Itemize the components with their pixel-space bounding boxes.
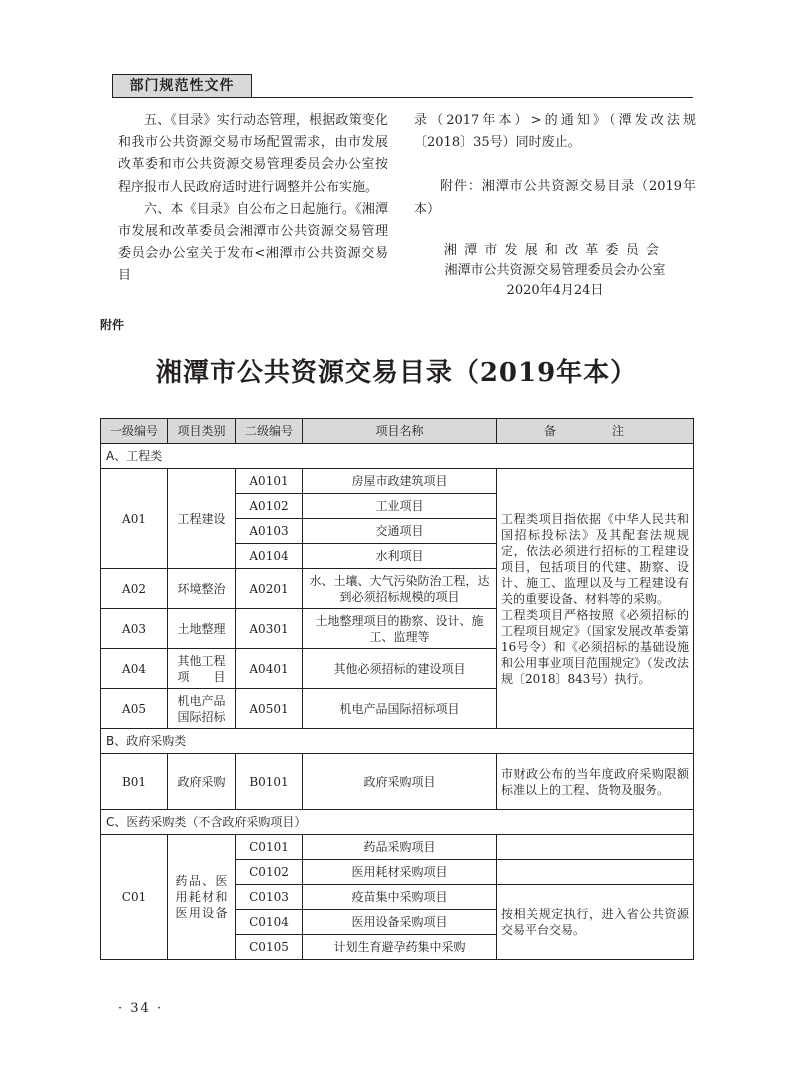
project-name: 药品采购项目 <box>303 835 497 860</box>
level1-code: A04 <box>101 649 168 689</box>
signature-date: 2020年4月24日 <box>506 282 604 298</box>
document-title: 湘潭市公共资源交易目录（2019年本） <box>155 358 638 388</box>
table-row <box>101 835 694 860</box>
category: 环境整治 <box>168 569 236 609</box>
category-line: 其他工程 <box>177 653 226 668</box>
level2-code: C0101 <box>236 835 303 860</box>
section-c-title: C、医药采购类（不含政府采购项目） <box>101 810 694 835</box>
body-left-column <box>118 110 388 288</box>
project-name: 疫苗集中采购项目 <box>303 885 497 910</box>
note-cell <box>497 469 694 729</box>
header-project-name: 项目名称 <box>303 419 497 444</box>
attachment-line: 附件：湘潭市公共资源交易目录（2019年本） <box>414 179 696 217</box>
level2-code: A0103 <box>236 519 303 544</box>
level2-code: A0401 <box>236 649 303 689</box>
note-text: 工程类项目指依据《中华人民共和国招标投标法》及其配套法规规定，依法必须进行招标的工程建设项目，包括项目的代建、勘察、设计、施工、监理以及与工程建设有关的重要设备、材料等的采购。 <box>501 511 689 606</box>
section-row <box>101 810 694 835</box>
category <box>168 835 236 960</box>
project-name: 土地整理项目的勘察、设计、施工、监理等 <box>303 609 497 649</box>
page-number: · 34 · <box>118 1001 164 1016</box>
category-text: 药品、医用耗材和医用设备 <box>175 874 228 920</box>
level1-code: A05 <box>101 689 168 729</box>
header-category: 项目类别 <box>168 419 236 444</box>
project-name: 工业项目 <box>303 494 497 519</box>
note-text: 工程类项目严格按照《必须招标的工程项目规定》（国家发展改革委第16号令）和《必须招标的基础设施和公用事业项目范围规定》（发改法规〔2018〕843号）执行。 <box>501 607 689 686</box>
category-line: 项 目 <box>177 669 226 684</box>
attachment-label: 附件 <box>100 318 125 332</box>
level2-code: A0501 <box>236 689 303 729</box>
level2-code: A0102 <box>236 494 303 519</box>
level2-code: A0301 <box>236 609 303 649</box>
project-name: 医用设备采购项目 <box>303 910 497 935</box>
section-label: 部门规范性文件 <box>112 74 252 98</box>
category: 土地整理 <box>168 609 236 649</box>
section-row <box>101 444 694 469</box>
note-cell-empty <box>497 835 694 860</box>
level2-code: A0201 <box>236 569 303 609</box>
header-notes: 备 注 <box>497 419 694 444</box>
level1-code: B01 <box>101 754 168 810</box>
category <box>168 689 236 729</box>
category: 工程建设 <box>168 469 236 569</box>
paragraph-six: 六、本《目录》自公布之日起施行。《湘潭市发展和改革委员会湘潭市公共资源交易管理委员会办公室关于发布<湘潭市公共资源交易目 <box>118 201 388 284</box>
signature-org-2: 湘潭市公共资源交易管理委员会办公室 <box>444 262 666 278</box>
table-header-row <box>101 419 694 444</box>
category <box>168 649 236 689</box>
project-name: 交通项目 <box>303 519 497 544</box>
paragraph-five: 五、《目录》实行动态管理，根据政策变化和我市公共资源交易市场配置需求，由市发展改革委和市公共资源交易管理委员会办公室按程序报市人民政府适时进行调整并公布实施。 <box>118 113 388 195</box>
table-row <box>101 469 694 494</box>
project-name: 房屋市政建筑项目 <box>303 469 497 494</box>
project-name: 计划生育避孕药集中采购 <box>303 935 497 960</box>
section-a-title: A、工程类 <box>101 444 694 469</box>
section-b-title: B、政府采购类 <box>101 729 694 754</box>
project-name: 政府采购项目 <box>303 754 497 810</box>
signature-org-1: 湘潭市发展和改革委员会 <box>443 242 667 258</box>
note-cell: 市财政公布的当年度政府采购限额标准以上的工程、货物及服务。 <box>497 754 694 810</box>
level2-code: C0102 <box>236 860 303 885</box>
level2-code: B0101 <box>236 754 303 810</box>
level2-code: C0105 <box>236 935 303 960</box>
category-line: 机电产品 <box>177 693 226 708</box>
body-right-column <box>414 110 696 301</box>
project-name: 机电产品国际招标项目 <box>303 689 497 729</box>
note-cell-empty <box>497 860 694 885</box>
project-name: 水、土壤、大气污染防治工程，达到必须招标规模的项目 <box>303 569 497 609</box>
note-cell: 按相关规定执行，进入省公共资源交易平台交易。 <box>497 885 694 960</box>
level2-code: C0104 <box>236 910 303 935</box>
header-rule <box>112 97 693 98</box>
category: 政府采购 <box>168 754 236 810</box>
paragraph-continuation: 录（2017年本）>的通知》（潭发改法规〔2018〕35号）同时废止。 <box>414 113 696 151</box>
header-level1-code: 一级编号 <box>101 419 168 444</box>
level1-code: A01 <box>101 469 168 569</box>
catalog-table <box>100 418 694 960</box>
project-name: 其他必须招标的建设项目 <box>303 649 497 689</box>
project-name: 水利项目 <box>303 544 497 569</box>
level2-code: C0103 <box>236 885 303 910</box>
section-row <box>101 729 694 754</box>
level1-code: C01 <box>101 835 168 960</box>
header-level2-code: 二级编号 <box>236 419 303 444</box>
level1-code: A03 <box>101 609 168 649</box>
level2-code: A0101 <box>236 469 303 494</box>
level2-code: A0104 <box>236 544 303 569</box>
level1-code: A02 <box>101 569 168 609</box>
project-name: 医用耗材采购项目 <box>303 860 497 885</box>
table-row <box>101 754 694 810</box>
category-line: 国际招标 <box>177 709 226 724</box>
signature-block <box>414 241 696 301</box>
